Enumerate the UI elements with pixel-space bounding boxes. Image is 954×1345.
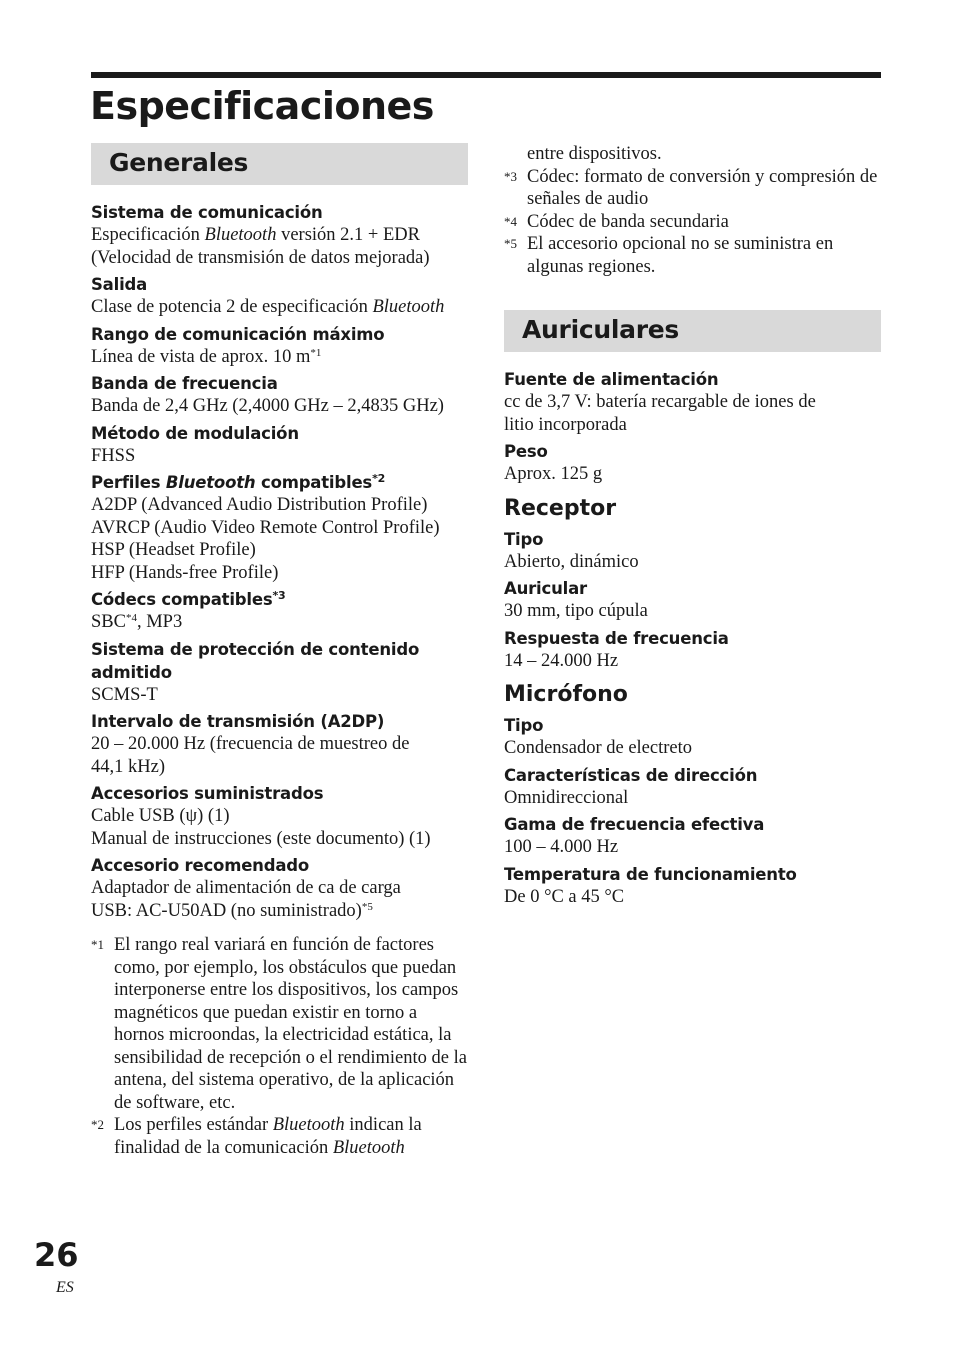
footnote-text: El accesorio opcional no se suministra en algunas regiones.: [527, 234, 834, 277]
footnote: [504, 233, 881, 278]
page-language: ES: [56, 1279, 74, 1296]
spec-value: litio incorporada: [504, 414, 627, 435]
footnote: [91, 934, 468, 1114]
receptor-heading: Receptor: [504, 495, 617, 521]
spec-item: [91, 201, 468, 269]
spec-item: [91, 323, 468, 369]
spec-item: [504, 528, 881, 574]
spec-item: [504, 863, 881, 909]
spec-value: USB: AC-U50AD (no suministrado)$^{*5}$: [91, 900, 373, 921]
spec-value: Banda de 2,4 GHz (2,4000 GHz – 2,4835 GHz): [91, 396, 444, 416]
spec-value: HFP (Hands-free Profile): [91, 562, 279, 583]
spec-label: Tipo: [504, 716, 544, 735]
spec-item: [91, 710, 468, 778]
spec-value: HSP (Headset Profile): [91, 540, 256, 560]
spec-item: [91, 588, 468, 634]
spec-value: Omnidireccional: [504, 787, 629, 808]
spec-label: Banda de frecuencia: [91, 374, 278, 393]
generales-column: [91, 143, 468, 1159]
spec-value: Cable USB (ψ) (1): [91, 806, 230, 826]
footnote: [504, 166, 881, 211]
spec-value: Adaptador de alimentación de ca de carga: [91, 878, 401, 898]
spec-value: 20 – 20.000 Hz (frecuencia de muestreo de: [91, 734, 410, 754]
microfono-heading: Micrófono: [504, 682, 628, 707]
spec-value: De 0 °C a 45 °C: [504, 886, 625, 907]
footnote: [91, 1114, 468, 1159]
spec-value: Clase de potencia 2 de especificación Bluetooth: [91, 297, 445, 317]
spec-value: 30 mm, tipo cúpula: [504, 601, 648, 621]
spec-label: Códecs compatibles$^{*3}$: [91, 589, 286, 609]
auriculares-heading: Auriculares: [504, 310, 881, 352]
spec-value: SCMS-T: [91, 684, 158, 705]
spec-label: Fuente de alimentación: [504, 370, 719, 389]
footnote-continuation: [504, 143, 881, 166]
footnotes-left: [91, 934, 468, 1159]
spec-label: Gama de frecuencia efectiva: [504, 815, 765, 834]
footnote-mark: *3: [504, 168, 517, 184]
footnote-mark: *4: [504, 213, 517, 229]
footnote-text: entre dispositivos.: [527, 144, 662, 164]
footnote-text: Los perfiles estándar Bluetooth indican la finalidad de la comunicación Bluetooth: [114, 1115, 422, 1158]
spec-label: Temperatura de funcionamiento: [504, 864, 797, 884]
spec-item: [504, 577, 881, 623]
spec-item: [91, 782, 468, 850]
spec-item: [91, 422, 468, 468]
spec-value: Aprox. 125 g: [504, 464, 603, 484]
spec-item: [91, 273, 468, 319]
spec-value: Especificación Bluetooth versión 2.1 + EDR: [91, 225, 420, 245]
spec-value: FHSS: [91, 445, 136, 466]
spec-item: [91, 471, 468, 584]
spec-item: [504, 440, 881, 486]
spec-value: Línea de vista de aprox. 10 $m^{*1}$: [91, 346, 322, 367]
spec-value: cc de 3,7 V: batería recargable de iones de: [504, 392, 816, 412]
spec-value: Manual de instrucciones (este documento) (1): [91, 828, 431, 849]
spec-item: [504, 813, 881, 859]
spec-value: SBC$^{*4}$, MP3: [91, 612, 183, 632]
spec-label: Rango de comunicación máximo: [91, 324, 385, 344]
spec-item: [91, 638, 468, 707]
spec-label: Sistema de comunicación: [91, 203, 323, 222]
spec-item: [504, 368, 881, 436]
spec-label: Perfiles Bluetooth compatibles$^{*2}$: [91, 472, 386, 492]
spec-label: Auricular: [504, 579, 587, 598]
footnote-text: Códec de banda secundaria: [527, 211, 729, 232]
page-number: 26: [34, 1236, 79, 1274]
footnote-mark: *2: [91, 1117, 104, 1132]
footnotes-right: [504, 143, 881, 278]
spec-label: Respuesta de frecuencia: [504, 628, 729, 648]
spec-value: (Velocidad de transmisión de datos mejorada): [91, 247, 430, 268]
spec-label: Tipo: [504, 529, 544, 549]
spec-label: Accesorio recomendado: [91, 856, 310, 875]
right-column: [504, 143, 881, 908]
spec-label: Accesorios suministrados: [91, 784, 324, 803]
spec-value: Abierto, dinámico: [504, 551, 639, 572]
footnote-text: El rango real variará en función de factores como, por ejemplo, los obstáculos que puedan interponerse entre los dispositivos, los campos magnéticos que puedan existir en torno a hornos microondas, la electricidad estática, la sensibilidad de recepción o el rendimiento de la antena, del sistema operativo, de la aplicación de software, etc.: [114, 935, 467, 1113]
footnote-mark: *1: [91, 937, 104, 952]
spec-label: Características de dirección: [504, 765, 758, 785]
footnote-mark: *5: [504, 236, 517, 251]
spec-item: [504, 714, 881, 760]
spec-item: [504, 627, 881, 673]
spec-item: [504, 764, 881, 810]
footnote: [504, 211, 881, 234]
spec-label: Intervalo de transmisión (A2DP): [91, 712, 385, 731]
spec-label: Método de modulación: [91, 423, 299, 443]
spec-value: AVRCP (Audio Video Remote Control Profile): [91, 517, 440, 538]
generales-heading: Generales: [91, 143, 468, 185]
spec-label: Salida: [91, 275, 148, 294]
spec-value: 100 – 4.000 Hz: [504, 837, 619, 857]
page-title: Especificaciones: [90, 84, 434, 128]
spec-value: A2DP (Advanced Audio Distribution Profile): [91, 495, 428, 515]
footnote-text: Códec: formato de conversión y compresión de señales de audio: [527, 166, 878, 209]
spec-item: [91, 854, 468, 922]
spec-value: 44,1 kHz): [91, 756, 165, 777]
title-rule: [91, 72, 881, 78]
spec-label: Peso: [504, 442, 548, 461]
spec-value: 14 – 24.000 Hz: [504, 650, 619, 671]
spec-label: Sistema de protección de contenido admitido: [91, 639, 420, 682]
spec-value: Condensador de electreto: [504, 738, 693, 758]
spec-item: [91, 372, 468, 418]
